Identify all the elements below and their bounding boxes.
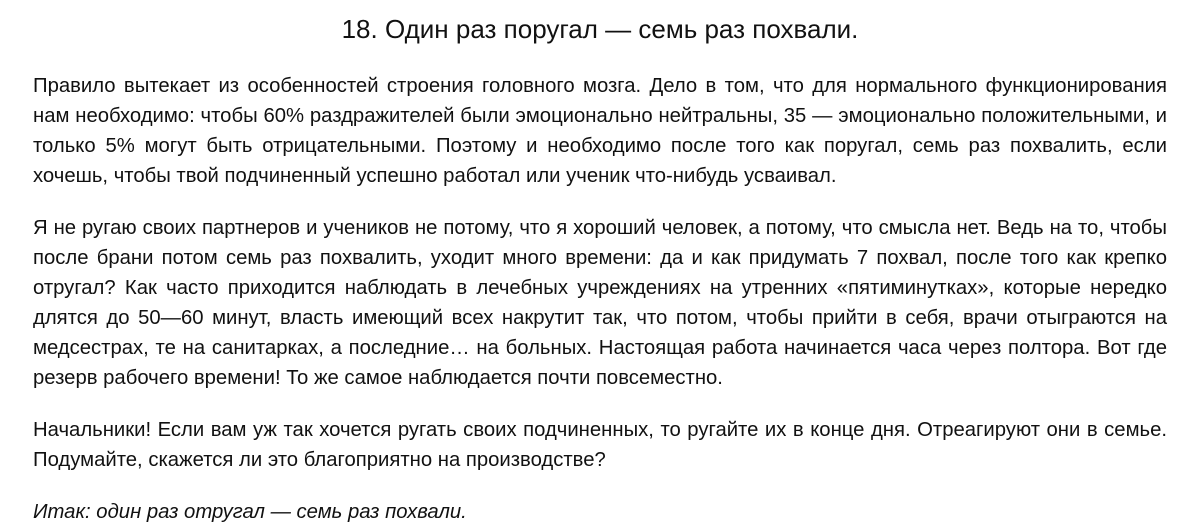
paragraph-3: Начальники! Если вам уж так хочется ругать своих подчиненных, то ругайте их в конце дня. Отреагируют они в семье. Подумайте, скажется ли это благоприятно на производстве?: [33, 419, 1167, 471]
conclusion-text: Итак: один раз отругал — семь раз похвали.: [33, 501, 467, 523]
paragraph-2: Я не ругаю своих партнеров и учеников не потому, что я хороший человек, а потому, что смысла нет. Ведь на то, чтобы после брани потом семь раз похвалить, уходит много времени: да и как придумать 7 похвал, после того как крепко отругал? Как часто приходится наблюдать в лечебных учреждениях на утренних «пятиминутках», которые нередко длятся до 50—60 минут, власть имеющий всех накрутит так, что потом, чтобы прийти в себя, врачи отыграются на медсестрах, те на санитарках, а последние… на больных. Настоящая работа начинается часа через полтора. Вот где резерв рабочего времени! То же самое наблюдается почти повсеместно.: [33, 217, 1167, 389]
section-title: 18. Один раз поругал — семь раз похвали.: [341, 14, 859, 44]
paragraph-1: Правило вытекает из особенностей строения головного мозга. Дело в том, что для нормального функционирования нам необходимо: чтобы 60% раздражителей были эмоционально нейтральны, 35 — эмоционально положительными, и только 5% могут быть отрицательными. Поэтому и необходимо после того как поругал, семь раз похвалить, если хочешь, чтобы твой подчиненный успешно работал или ученик что-нибудь усваивал.: [33, 75, 1167, 187]
